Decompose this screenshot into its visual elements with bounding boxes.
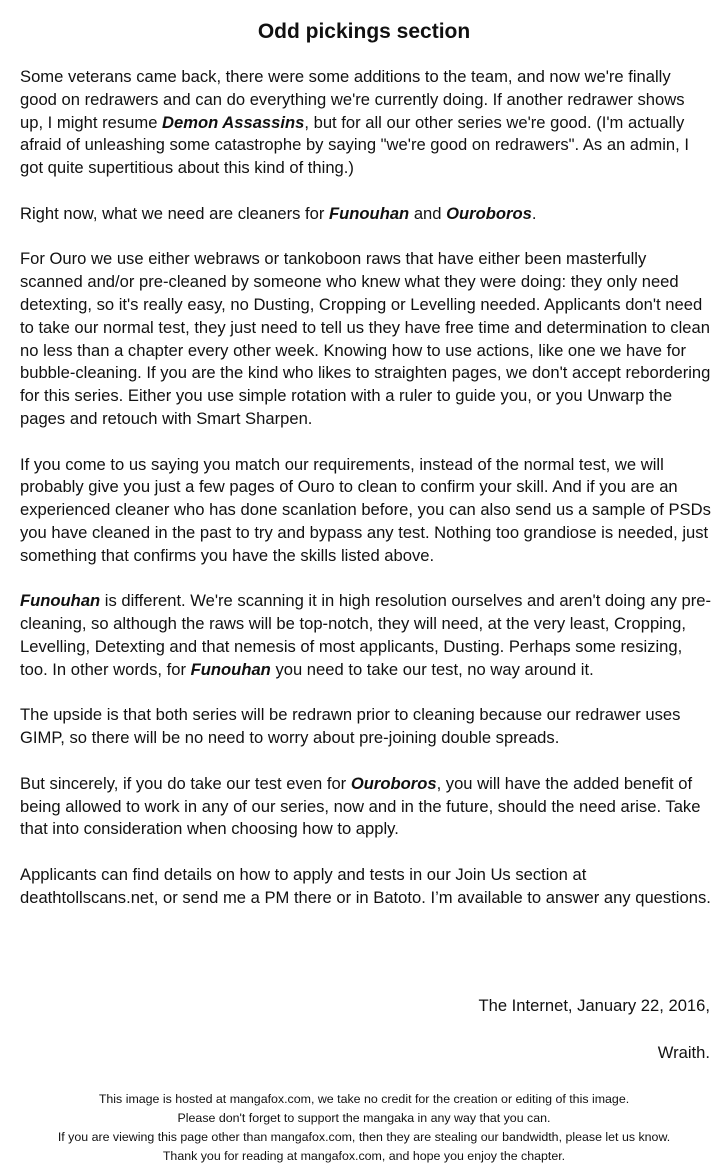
paragraph-how-to-apply: Applicants can find details on how to apply and tests in our Join Us section at deathtollscans.net, or send me a PM there or in Batoto. I’m available to answer any questions.	[20, 864, 711, 907]
paragraph-ouro-requirements: For Ouro we use either webraws or tankoboon raws that have either been masterfully scanned and/or pre-cleaned by someone who knew what they were doing: they only need detexting, so it's really easy, no Dusting, Cropping or Levelling needed. Applicants don't need to take our normal test, they just need to tell us they have free time and determination to clean no less than a chapter every other week. Knowing how to use actions, like one we have for bubble-cleaning. If you are the kind who likes to straighten pages, we don't accept rebordering for this series. Either you use simple rotation with a ruler to guide you, or you Unwarp the pages and retouch with Smart Sharpen.	[20, 249, 711, 428]
paragraph-text: .	[531, 203, 537, 223]
series-title-funouhan: Funouhan	[20, 591, 101, 611]
paragraph-text: , you will have the added benefit of being allowed to work in any of our series, now and in the future, should the need arise. Take that into consideration when choosing how to apply.	[20, 773, 701, 839]
paragraph-text: is different. We're scanning it in high resolution ourselves and aren't doing any pre-cleaning, so although the raws will be top-notch, they will need, at the very least, Cropping, Levelling, Detexting and that nemesis of most applicants, Dusting. Perhaps some resizing, too. In other words, for	[20, 591, 712, 679]
page-title: Odd pickings section	[257, 20, 471, 43]
paragraph-sincerely	[20, 773, 712, 841]
series-title-demon-assassins: Demon Assassins	[162, 112, 305, 132]
paragraph-redrawers	[20, 66, 712, 180]
footer-line: This image is hosted at mangafox.com, we take no credit for the creation or editing of this image.	[98, 1092, 630, 1106]
paragraph-text: you need to take our test, no way around it.	[270, 659, 594, 679]
series-title-funouhan: Funouhan	[329, 203, 410, 223]
footer-line: If you are viewing this page other than mangafox.com, then they are stealing our bandwidth, please let us know.	[57, 1130, 671, 1144]
series-title-ouroboros: Ouroboros	[350, 773, 437, 793]
paragraph-text: , but for all our other series we're good. (I'm actually afraid of unleashing some catastrophe by saying "we're good on redrawers". As an admin, I got quite supertitious about this kind of thing.)	[20, 112, 689, 178]
paragraph-funouhan	[20, 590, 712, 681]
paragraph-text: Some veterans came back, there were some additions to the team, and now we're finally good on redrawers and can do everything we're currently doing. If another redrawer shows up, I might resume	[20, 67, 685, 132]
paragraph-test-alternative: If you come to us saying you match our requirements, instead of the normal test, we will probably give you just a few pages of Ouro to clean to confirm your skill. And if you are an experienced cleaner who has done scanlation before, you can also send us a sample of PSDs you have cleaned in the past to try and bypass any test. Nothing too grandiose is needed, just something that confirms you have the skills listed above.	[20, 454, 711, 565]
paragraph-text: Right now, what we need are cleaners for	[20, 203, 330, 223]
signature-date: The Internet, January 22, 2016,	[478, 996, 710, 1015]
signature-name: Wraith.	[657, 1043, 710, 1062]
footer-line: Please don't forget to support the mangaka in any way that you can.	[177, 1111, 551, 1125]
series-title-funouhan: Funouhan	[190, 659, 271, 679]
paragraph-upside: The upside is that both series will be redrawn prior to cleaning because our redrawer uses GIMP, so there will be no need to worry about pre-joining double spreads.	[20, 705, 681, 748]
paragraph-text: and	[409, 203, 447, 223]
footer-line: Thank you for reading at mangafox.com, and hope you enjoy the chapter.	[162, 1149, 566, 1163]
paragraph-text: But sincerely, if you do take our test even for	[20, 773, 351, 793]
article-body	[20, 66, 712, 932]
paragraph-need-cleaners	[20, 203, 712, 226]
hosting-notice	[0, 1090, 728, 1166]
series-title-ouroboros: Ouroboros	[446, 203, 532, 223]
